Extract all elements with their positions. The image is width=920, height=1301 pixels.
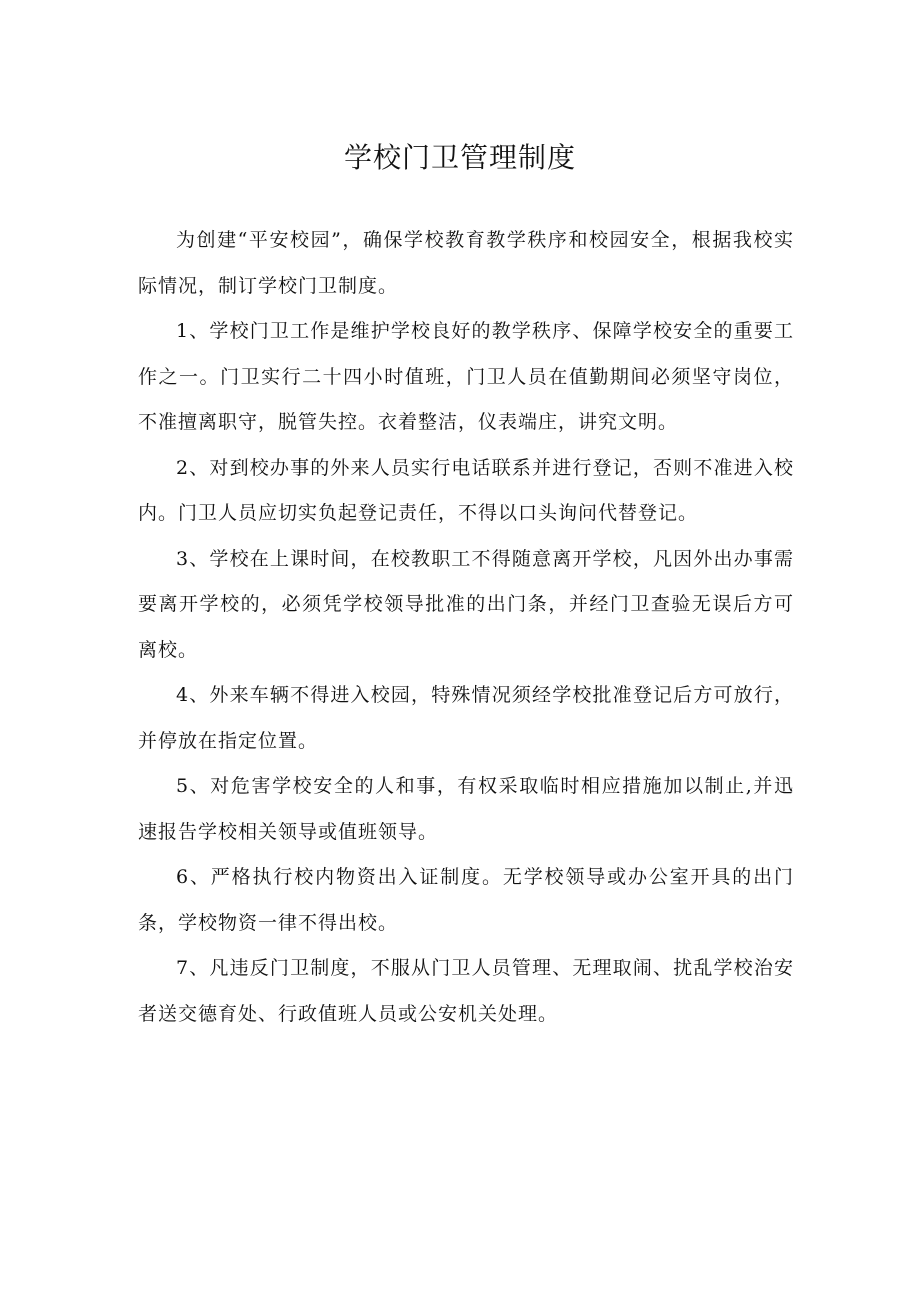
rule-paragraph-6: 6、严格执行校内物资出入证制度。无学校领导或办公室开具的出门条，学校物资一律不得出校。 <box>138 866 794 934</box>
rule-paragraph-1: 1、学校门卫工作是维护学校良好的教学秩序、保障学校安全的重要工作之一。门卫实行二十四小时值班，门卫人员在值勤期间必须坚守岗位，不准擅离职守，脱管失控。衣着整洁，仪表端庄，讲究文明。 <box>138 320 794 433</box>
rule-paragraph-4: 4、外来车辆不得进入校园，特殊情况须经学校批准登记后方可放行，并停放在指定位置。 <box>138 684 794 752</box>
document-body <box>138 218 794 1037</box>
rule-paragraph-7: 7、凡违反门卫制度，不服从门卫人员管理、无理取闹、扰乱学校治安者送交德育处、行政值班人员或公安机关处理。 <box>138 957 794 1025</box>
intro-paragraph: 为创建“平安校园”，确保学校教育教学秩序和校园安全，根据我校实际情况，制订学校门卫制度。 <box>138 229 794 297</box>
page-title: 学校门卫管理制度 <box>343 141 576 174</box>
rule-paragraph-3: 3、学校在上课时间，在校教职工不得随意离开学校，凡因外出办事需要离开学校的，必须凭学校领导批准的出门条，并经门卫查验无误后方可离校。 <box>138 547 794 661</box>
rule-paragraph-2: 2、对到校办事的外来人员实行电话联系并进行登记，否则不准进入校内。门卫人员应切实负起登记责任，不得以口头询问代替登记。 <box>138 456 794 524</box>
rule-paragraph-5: 5、对危害学校安全的人和事，有权采取临时相应措施加以制止,并迅速报告学校相关领导或值班领导。 <box>138 775 794 843</box>
